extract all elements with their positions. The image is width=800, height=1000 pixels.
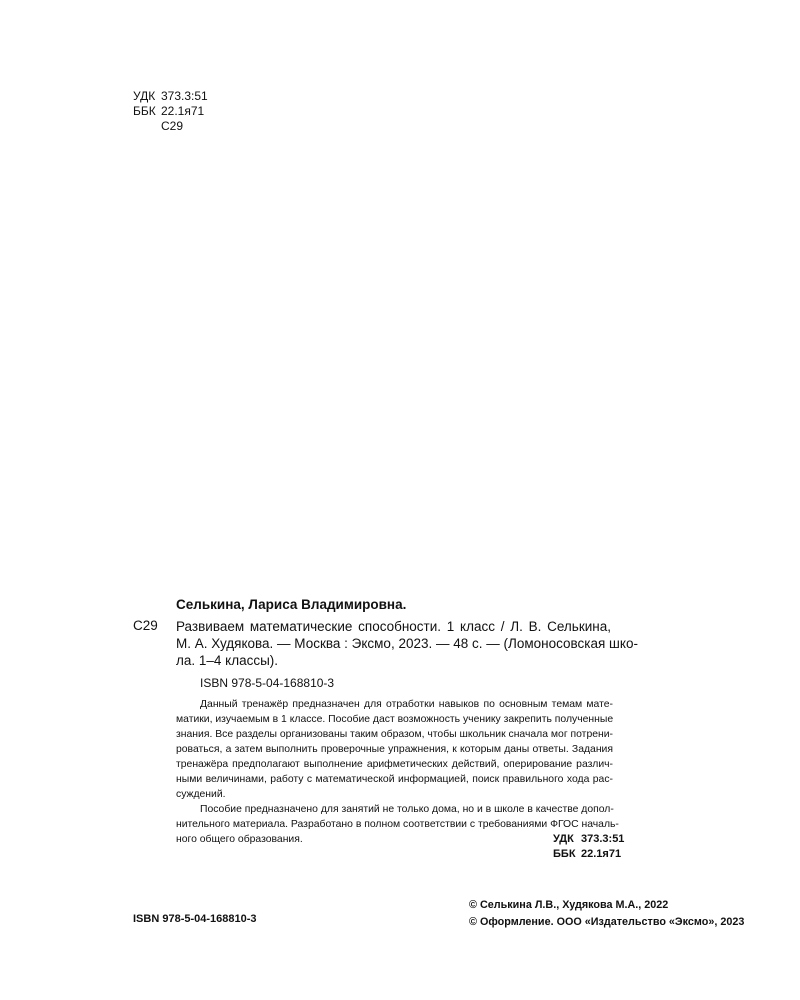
annotation-line: знания. Все разделы организованы таким образом, чтобы школьник сначала мог потрени-: [176, 729, 614, 740]
annotation-line: роваться, а затем выполнить проверочные упражнения, к которым даны ответы. Задания: [176, 744, 613, 755]
description-line: ла. 1–4 классы).: [176, 653, 279, 668]
annotation-line: ными величинами, работу с математической информацией, поиск правильного хода рас-: [176, 774, 613, 785]
udk-row: [133, 89, 208, 104]
udk-label-bottom: УДК: [553, 833, 574, 845]
annotation: [176, 697, 619, 847]
bbk-label-bottom: ББК: [553, 848, 576, 860]
author-heading: Селькина, Лариса Владимировна.: [176, 597, 407, 612]
author-mark-top: С29: [161, 119, 184, 133]
annotation-line: Данный тренажёр предназначен для отработки навыков по основным темам мате-: [200, 699, 613, 710]
bbk-value-bottom: 22.1я71: [581, 848, 622, 860]
classification-block-bottom: [553, 832, 624, 862]
annotation-line: нительного материала. Разработано в полном соответствии с требованиями ФГОС началь-: [176, 819, 619, 830]
bbk-value: 22.1я71: [161, 104, 205, 118]
isbn-line: ISBN 978-5-04-168810-3: [200, 676, 335, 690]
udk-value-bottom: 373.3:51: [581, 833, 625, 845]
udk-label: УДК: [133, 89, 156, 103]
copyright-design: © Оформление. ООО «Издательство «Эксмо», 2023: [469, 916, 745, 928]
description-line: Развиваем математические способности. 1 класс / Л. В. Селькина,: [176, 619, 611, 634]
udk-row-bottom: [553, 832, 624, 847]
isbn-bottom: ISBN 978-5-04-168810-3: [133, 913, 257, 925]
annotation-line: матики, изучаемым в 1 классе. Пособие даст возможность ученику закрепить полученные: [176, 714, 614, 725]
description-line: М. А. Худякова. — Москва : Эксмо, 2023. — 48 с. — (Ломоносовская шко-: [176, 636, 638, 651]
author-mark: С29: [133, 618, 158, 633]
annotation-line: Пособие предназначено для занятий не только дома, но и в школе в качестве допол-: [200, 804, 614, 815]
bbk-row: [133, 104, 208, 119]
bbk-row-bottom: [553, 847, 624, 862]
udk-value: 373.3:51: [161, 89, 208, 103]
bibliographic-description: [176, 618, 638, 669]
classification-block-top: [133, 89, 208, 134]
annotation-line: ного общего образования.: [176, 834, 303, 845]
annotation-line: суждений.: [176, 789, 226, 800]
annotation-line: тренажёра предполагают выполнение арифметических действий, оперирование различ-: [176, 759, 613, 770]
copyright-block: [469, 897, 744, 931]
bbk-label: ББК: [133, 104, 156, 118]
copyright-authors: © Селькина Л.В., Худякова М.А., 2022: [469, 899, 669, 911]
